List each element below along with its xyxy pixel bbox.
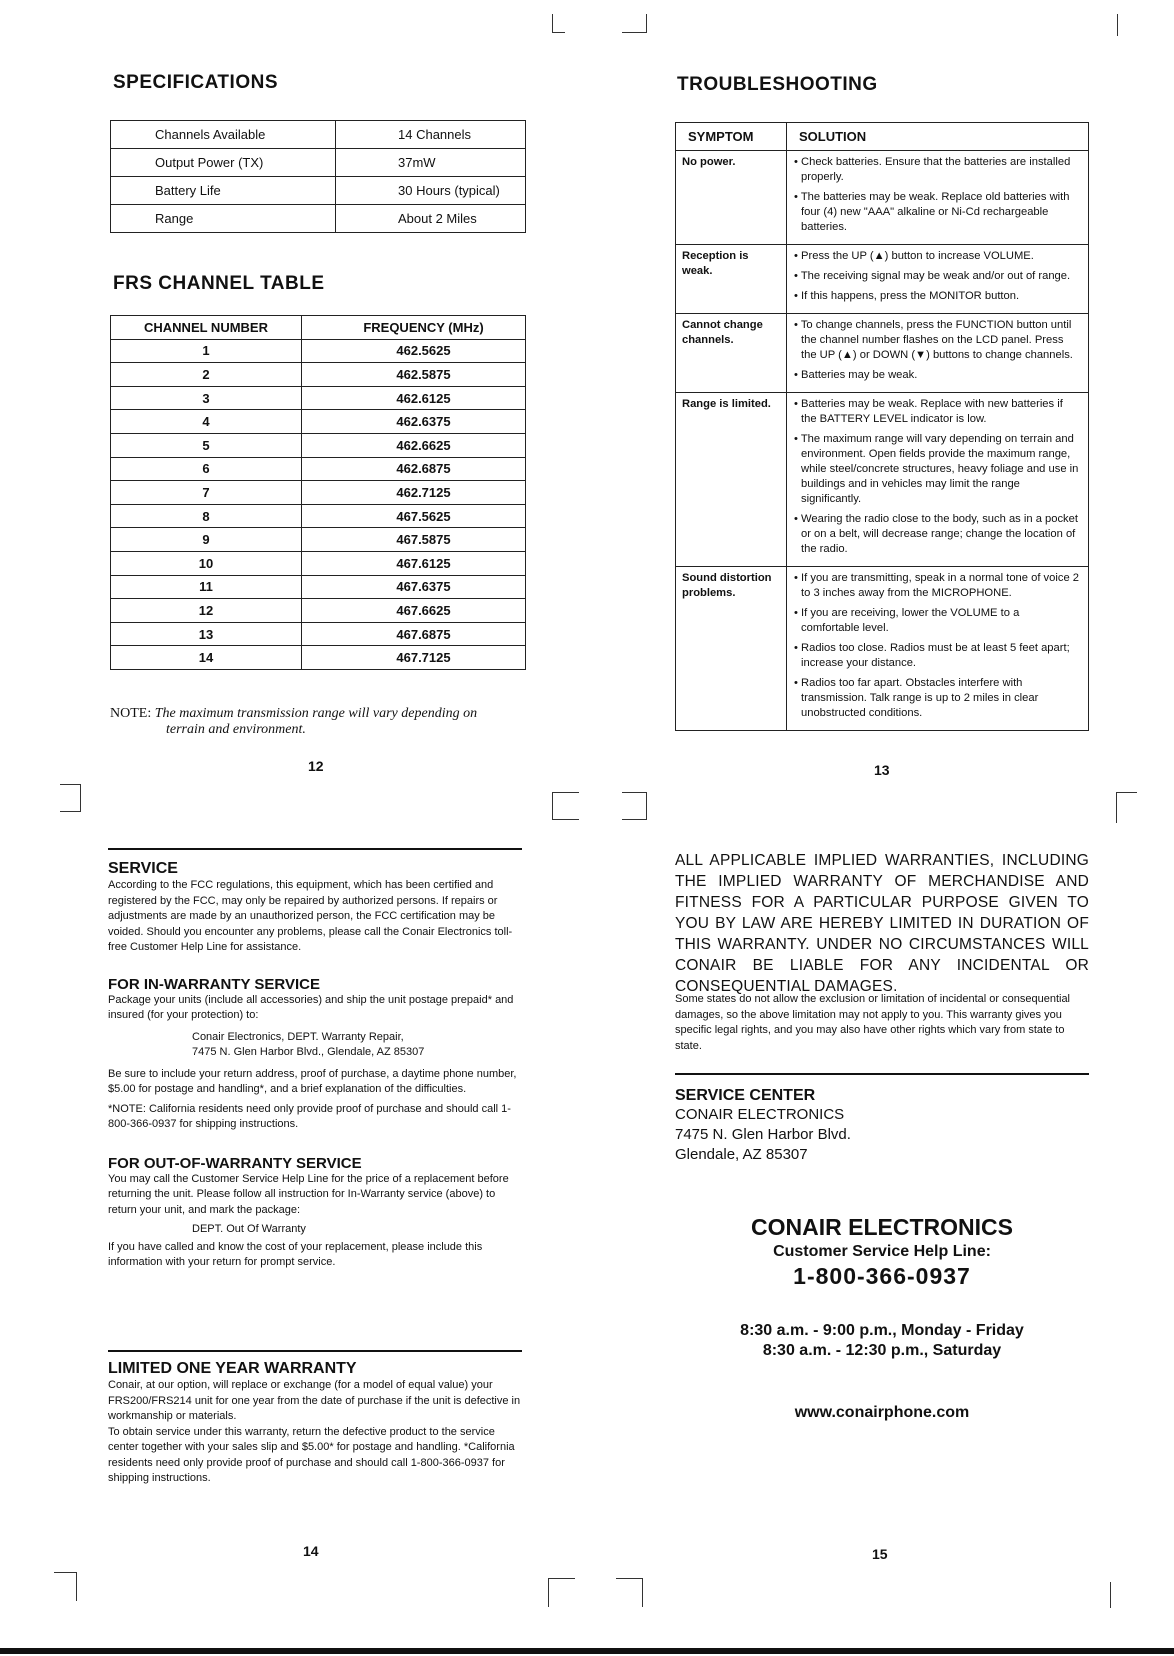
channel-cell: 14 — [111, 646, 302, 670]
crop-mark — [548, 1578, 575, 1607]
frequency-cell: 467.6375 — [302, 575, 526, 599]
limited-warranty-text: Conair, at our option, will replace or exchange (for a model of equal value) your FRS200/FRS214 unit for one year from the date of purchase if the unit is defective in workmanship or materials. — [108, 1379, 521, 1422]
solution-item: • Batteries may be weak. — [801, 368, 1080, 383]
frequency-cell: 462.6625 — [302, 433, 526, 457]
help-line-phone: 1-800-366-0937 — [793, 1263, 971, 1289]
section-rule — [108, 1350, 522, 1352]
table-row — [111, 433, 526, 457]
solution-item: • If you are receiving, lower the VOLUME to a comfortable level. — [801, 606, 1080, 636]
frequency-cell: 462.6875 — [302, 457, 526, 481]
frequency-cell: 462.6375 — [302, 410, 526, 434]
frs-channel-table-heading: FRS CHANNEL TABLE — [113, 273, 325, 294]
channel-cell: 1 — [111, 339, 302, 363]
page-number: 12 — [308, 758, 324, 774]
crop-mark — [1117, 14, 1118, 36]
solution-cell — [787, 151, 1089, 245]
table-row — [676, 314, 1089, 393]
limited-warranty-text-2: To obtain service under this warranty, return the defective product to the service center together with your sales slip and $5.00* for postage and handling. *California residents need only provide proof of purchase and should call 1-800-366-0937 for shipping instructions. — [108, 1425, 515, 1484]
spec-value: 14 Channels — [336, 121, 526, 149]
table-row — [676, 151, 1089, 245]
solution-item: • Press the UP (▲) button to increase VOLUME. — [801, 249, 1080, 264]
hours-saturday: 8:30 a.m. - 12:30 p.m., Saturday — [762, 1342, 1002, 1359]
table-row — [111, 339, 526, 363]
symptom-cell: Range is limited. — [676, 393, 787, 567]
service-section — [108, 848, 522, 1271]
crop-mark — [54, 1572, 77, 1601]
channel-cell: 7 — [111, 481, 302, 505]
channel-cell: 12 — [111, 599, 302, 623]
repair-address-line1: Conair Electronics, DEPT. Warranty Repair, — [192, 1030, 404, 1043]
service-heading: SERVICE — [108, 860, 178, 877]
limited-warranty-section — [108, 1350, 522, 1487]
page-number: 13 — [874, 762, 890, 778]
column-header: SYMPTOM — [676, 123, 787, 151]
hours-weekday: 8:30 a.m. - 9:00 p.m., Monday - Friday — [740, 1322, 1024, 1339]
troubleshooting-heading: TROUBLESHOOTING — [677, 74, 878, 95]
solution-item: • The receiving signal may be weak and/or out of range. — [801, 269, 1080, 284]
table-row — [111, 646, 526, 670]
limited-warranty-heading: LIMITED ONE YEAR WARRANTY — [108, 1360, 357, 1377]
frequency-cell: 467.6125 — [302, 551, 526, 575]
channel-cell: 9 — [111, 528, 302, 552]
table-row — [111, 551, 526, 575]
table-row — [111, 386, 526, 410]
note-text-1: The maximum transmission range will vary depending on — [154, 706, 478, 721]
help-line-label: Customer Service Help Line: — [773, 1243, 991, 1260]
bottom-rule — [0, 1648, 1174, 1654]
out-of-warranty-dept: DEPT. Out Of Warranty — [192, 1223, 306, 1235]
repair-address-line2: 7475 N. Glen Harbor Blvd., Glendale, AZ 85307 — [192, 1046, 425, 1058]
solution-item: • If you are transmitting, speak in a normal tone of voice 2 to 3 inches away from the MICROPHONE. — [801, 571, 1080, 601]
crop-mark — [552, 792, 579, 820]
table-row — [111, 575, 526, 599]
symptom-cell: No power. — [676, 151, 787, 245]
spec-key: Channels Available — [111, 121, 336, 149]
table-header — [676, 123, 1089, 151]
frequency-cell: 467.5875 — [302, 528, 526, 552]
solution-item: • To change channels, press the FUNCTION button until the channel number flashes on the LCD panel. Press the UP (▲) or DOWN (▼) buttons to change channels. — [801, 318, 1080, 363]
service-center-name: CONAIR ELECTRONICS — [675, 1106, 845, 1123]
table-row — [111, 504, 526, 528]
solution-item: • The maximum range will vary depending on terrain and environment. Open fields provide the maximum range, while steel/concrete structures, heavy foliage and use in buildings and in vehicles may limit the range significantly. — [801, 432, 1080, 507]
crop-mark — [1116, 792, 1137, 823]
out-of-warranty-text-2: If you have called and know the cost of your replacement, please include this information with your return for prompt service. — [108, 1240, 483, 1268]
column-header: FREQUENCY (MHz) — [302, 316, 526, 340]
table-row — [111, 177, 526, 205]
crop-mark — [622, 14, 647, 33]
solution-item: • The batteries may be weak. Replace old batteries with four (4) new "AAA" alkaline or Ni-Cd rechargeable batteries. — [801, 190, 1080, 235]
frequency-cell: 462.6125 — [302, 386, 526, 410]
table-row — [676, 567, 1089, 731]
table-header — [111, 316, 526, 340]
table-row — [111, 528, 526, 552]
state-rights-text: Some states do not allow the exclusion or limitation of incidental or consequential damages, so the above limitation may not apply to you. This warranty gives you specific legal rights, and you may also have other rights which vary from state to state. — [675, 993, 1071, 1052]
channel-cell: 11 — [111, 575, 302, 599]
channel-cell: 2 — [111, 363, 302, 387]
channel-cell: 5 — [111, 433, 302, 457]
service-center-street: 7475 N. Glen Harbor Blvd. — [675, 1126, 851, 1143]
table-row — [111, 457, 526, 481]
frequency-cell: 467.6875 — [302, 622, 526, 646]
service-center-heading: SERVICE CENTER — [675, 1087, 816, 1104]
frequency-cell: 462.5625 — [302, 339, 526, 363]
spec-value: About 2 Miles — [336, 205, 526, 233]
solution-cell — [787, 314, 1089, 393]
solution-item: • Wearing the radio close to the body, such as in a pocket or on a belt, will decrease range; change the location of the radio. — [801, 512, 1080, 557]
frequency-cell: 467.7125 — [302, 646, 526, 670]
note-text-2: terrain and environment. — [166, 722, 306, 737]
frequency-cell: 467.6625 — [302, 599, 526, 623]
implied-warranties-text: ALL APPLICABLE IMPLIED WARRANTIES, INCLUDING THE IMPLIED WARRANTY OF MERCHANDISE AND FITNESS FOR A PARTICULAR PURPOSE GIVEN TO YOU BY LAW ARE HEREBY LIMITED IN DURATION OF THIS WARRANTY. UNDER NO CIRCUMSTANCES WILL CONAIR BE LIABLE FOR ANY INCIDENTAL OR CONSEQUENTIAL DAMAGES. — [675, 852, 1089, 995]
solution-cell — [787, 245, 1089, 314]
table-row — [111, 121, 526, 149]
out-of-warranty-text: You may call the Customer Service Help Line for the price of a replacement before returning the unit. Please follow all instruction for In-Warranty service (above) to return your unit, and mark the package: — [108, 1172, 509, 1216]
section-rule — [108, 848, 522, 850]
table-row — [111, 622, 526, 646]
table-row — [111, 410, 526, 434]
channel-cell: 4 — [111, 410, 302, 434]
page-number: 15 — [872, 1546, 888, 1562]
symptom-cell: Reception is weak. — [676, 245, 787, 314]
symptom-cell: Cannot change channels. — [676, 314, 787, 393]
channel-cell: 8 — [111, 504, 302, 528]
channel-cell: 6 — [111, 457, 302, 481]
frequency-cell: 462.7125 — [302, 481, 526, 505]
service-center-block — [675, 1087, 1089, 1165]
solution-item: • If this happens, press the MONITOR button. — [801, 289, 1080, 304]
column-header: CHANNEL NUMBER — [111, 316, 302, 340]
section-rule — [675, 1073, 1089, 1075]
symptom-cell: Sound distortion problems. — [676, 567, 787, 731]
crop-mark — [552, 14, 565, 33]
specifications-table — [110, 120, 526, 233]
out-of-warranty-heading: FOR OUT-OF-WARRANTY SERVICE — [108, 1154, 362, 1172]
spec-value: 37mW — [336, 149, 526, 177]
table-row — [676, 245, 1089, 314]
service-text: According to the FCC regulations, this equipment, which has been certified and registered by the FCC, may only be repaired by authorized persons. If repairs or adjustments are made by an unauthorized person, the FCC certification may be voided. Should you encounter any problems, please call the Conair Electronics toll-free Customer Help Line for assistance. — [108, 879, 513, 953]
column-header: SOLUTION — [787, 123, 1089, 151]
range-note — [110, 706, 540, 738]
table-row — [111, 599, 526, 623]
solution-cell — [787, 567, 1089, 731]
solution-cell — [787, 393, 1089, 567]
solution-item: • Batteries may be weak. Replace with new batteries if the BATTERY LEVEL indicator is low. — [801, 397, 1080, 427]
in-warranty-text: Package your units (include all accessories) and ship the unit postage prepaid* and insured (for your protection) to: — [108, 993, 514, 1021]
table-row — [111, 149, 526, 177]
brand-name: CONAIR ELECTRONICS — [751, 1214, 1013, 1240]
table-row — [111, 481, 526, 505]
table-row — [111, 205, 526, 233]
page-number: 14 — [303, 1543, 319, 1559]
in-warranty-note: *NOTE: California residents need only provide proof of purchase and should call 1-800-366-0937 for shipping instructions. — [108, 1102, 511, 1130]
solution-item: • Radios too far apart. Obstacles interfere with transmission. Talk range is up to 2 miles in clear unobstructed conditions. — [801, 676, 1080, 721]
table-row — [111, 363, 526, 387]
note-label: NOTE: — [110, 706, 152, 721]
in-warranty-text-2: Be sure to include your return address, proof of purchase, a daytime phone number, $5.00 for postage and handling*, and a brief explanation of the difficulties. — [108, 1067, 517, 1095]
spec-value: 30 Hours (typical) — [336, 177, 526, 205]
solution-item: • Radios too close. Radios must be at least 5 feet apart; increase your distance. — [801, 641, 1080, 671]
crop-mark — [1110, 1582, 1111, 1608]
solution-item: • Check batteries. Ensure that the batteries are installed properly. — [801, 155, 1080, 185]
crop-mark — [622, 792, 647, 820]
channel-cell: 10 — [111, 551, 302, 575]
troubleshooting-table — [675, 122, 1089, 731]
channel-cell: 3 — [111, 386, 302, 410]
service-center-city: Glendale, AZ 85307 — [675, 1146, 808, 1163]
spec-key: Range — [111, 205, 336, 233]
frequency-cell: 462.5875 — [302, 363, 526, 387]
contact-block — [675, 1214, 1089, 1422]
in-warranty-heading: FOR IN-WARRANTY SERVICE — [108, 975, 320, 993]
frs-channel-table — [110, 315, 526, 670]
spec-key: Battery Life — [111, 177, 336, 205]
frequency-cell: 467.5625 — [302, 504, 526, 528]
crop-mark — [616, 1578, 643, 1607]
spec-key: Output Power (TX) — [111, 149, 336, 177]
crop-mark — [60, 784, 81, 812]
channel-cell: 13 — [111, 622, 302, 646]
table-row — [676, 393, 1089, 567]
website-link[interactable]: www.conairphone.com — [794, 1404, 970, 1421]
specifications-heading: SPECIFICATIONS — [113, 72, 278, 93]
